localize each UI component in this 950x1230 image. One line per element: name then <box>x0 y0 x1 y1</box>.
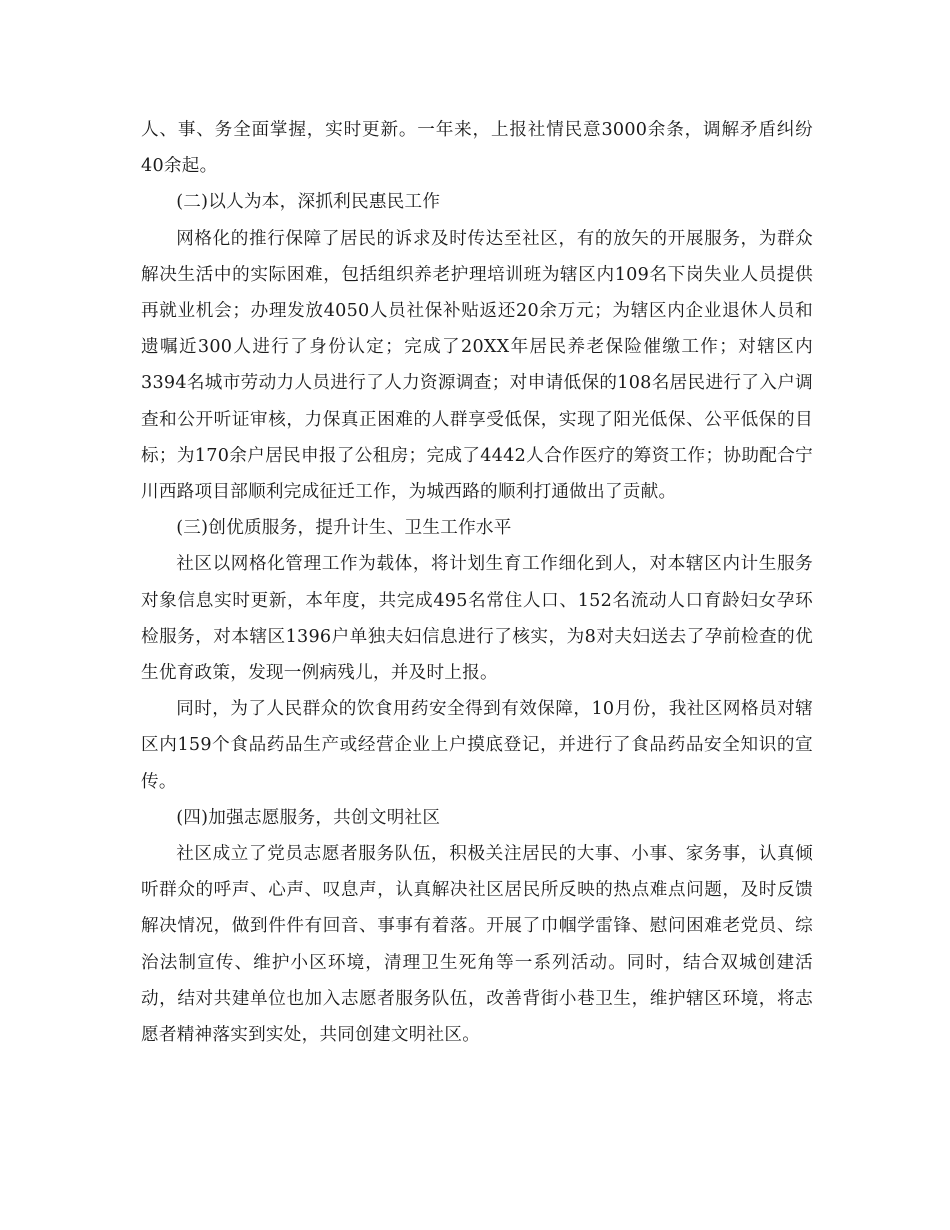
paragraph-welfare-services: 网格化的推行保障了居民的诉求及时传达至社区，有的放矢的开展服务，为群众解决生活中的实际困难，包括组织养老护理培训班为辖区内109名下岗失业人员提供再就业机会；办理发放4050人员社保补贴返还20余万元；为辖区内企业退休人员和遗嘱近300人进行了身份认定；完成了20XX年居民养老保险催缴工作；对辖区内3394名城市劳动力人员进行了人力资源调查；对申请低保的108名居民进行了入户调查和公开听证审核，力保真正困难的人群享受低保，实现了阳光低保、公平低保的目标；为170余户居民申报了公租房；完成了4442人合作医疗的筹资工作；协助配合宁川西路项目部顺利完成征迁工作，为城西路的顺利打通做出了贡献。 <box>141 228 813 503</box>
section-heading-4: (四)加强志愿服务，共创文明社区 <box>176 807 441 828</box>
paragraph-family-planning: 社区以网格化管理工作为载体，将计划生育工作细化到人，对本辖区内计生服务对象信息实时更新，本年度，共完成495名常住人口、152名流动人口育龄妇女孕环检服务，对本辖区1396户单独夫妇信息进行了核实，为8对夫妇送去了孕前检查的优生优育政策，发现一例病残儿，并及时上报。 <box>141 554 813 684</box>
document-body <box>141 112 813 1053</box>
paragraph-volunteer-service: 社区成立了党员志愿者服务队伍，积极关注居民的大事、小事、家务事，认真倾听群众的呼声、心声、叹息声，认真解决社区居民所反映的热点难点问题，及时反馈解决情况，做到件件有回音、事事有着落。开展了巾帼学雷锋、慰问困难老党员、综治法制宣传、维护小区环境，清理卫生死角等一系列活动。同时，结合双城创建活动，结对共建单位也加入志愿者服务队伍，改善背街小巷卫生，维护辖区环境，将志愿者精神落实到实处，共同创建文明社区。 <box>141 844 813 1046</box>
section-heading-3: (三)创优质服务，提升计生、卫生工作水平 <box>176 518 512 539</box>
section-heading-2: (二)以人为本，深抓利民惠民工作 <box>176 192 441 213</box>
paragraph-food-drug-safety: 同时，为了人民群众的饮食用药安全得到有效保障，10月份，我社区网格员对辖区内159个食品药品生产或经营企业上户摸底登记，并进行了食品药品安全知识的宣传。 <box>141 699 813 792</box>
paragraph-continuation: 人、事、务全面掌握，实时更新。一年来，上报社情民意3000余条，调解矛盾纠纷40余起。 <box>141 120 813 177</box>
